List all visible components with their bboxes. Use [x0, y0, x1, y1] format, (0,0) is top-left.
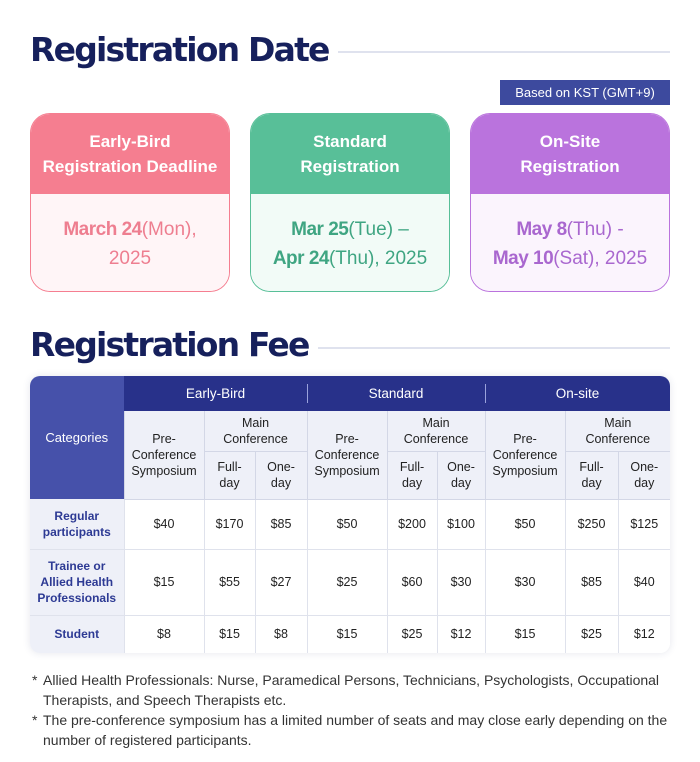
date-rest: (Tue) – [348, 218, 409, 240]
fee-cell: $50 [485, 499, 565, 549]
on-site-card [470, 113, 670, 292]
fee-cell: $40 [124, 499, 204, 549]
categories-header: Categories [30, 376, 124, 499]
row-category: Trainee or Allied Health Professionals [30, 549, 124, 615]
date-bold: March 24 [63, 218, 142, 240]
card-header [471, 114, 669, 194]
card-title-line2: Registration Deadline [42, 157, 218, 176]
group-standard: Standard [307, 376, 485, 411]
fee-cell: $170 [204, 499, 255, 549]
card-title-line2: Registration [520, 157, 620, 176]
fee-cell: $40 [618, 549, 670, 615]
fee-cell: $15 [124, 549, 204, 615]
card-title-line1: Standard [313, 132, 387, 151]
pre-conference-header: Pre- Conference Symposium [307, 411, 387, 499]
fee-cell: $25 [307, 549, 387, 615]
footnote [32, 710, 672, 750]
one-day-header: One- day [437, 451, 485, 499]
one-day-header: One- day [255, 451, 307, 499]
fee-cell: $125 [618, 499, 670, 549]
fee-cell: $85 [565, 549, 618, 615]
row-category: Regular participants [30, 499, 124, 549]
early-bird-card [30, 113, 230, 292]
card-header [31, 114, 229, 194]
card-title-line1: On-Site [539, 132, 601, 151]
fee-cell: $250 [565, 499, 618, 549]
fee-cell: $8 [124, 615, 204, 653]
footnote-text: Allied Health Professionals: Nurse, Paramedical Persons, Technicians, Psychologists, Occupational Therapists, and Speech Therapists etc. [43, 672, 660, 708]
one-day-header: One- day [618, 451, 670, 499]
pre-conference-header: Pre- Conference Symposium [485, 411, 565, 499]
footnotes [32, 670, 672, 750]
main-conference-header: Main Conference [387, 411, 485, 451]
main-conference-header: Main Conference [204, 411, 307, 451]
fee-cell: $15 [485, 615, 565, 653]
date-rest: (Thu) - [566, 218, 624, 240]
fee-cell: $8 [255, 615, 307, 653]
standard-card [250, 113, 450, 292]
fee-cell: $50 [307, 499, 387, 549]
fee-cell: $30 [437, 549, 485, 615]
main-conference-header: Main Conference [565, 411, 670, 451]
group-on-site: On-site [485, 376, 670, 411]
date-line2: 2025 [108, 247, 152, 269]
date2-rest: (Sat), 2025 [553, 247, 648, 269]
fee-cell: $15 [307, 615, 387, 653]
card-date [251, 194, 449, 292]
registration-date-title: Registration Date [30, 30, 329, 69]
fee-cell: $12 [437, 615, 485, 653]
fee-cell: $85 [255, 499, 307, 549]
fee-cell: $60 [387, 549, 437, 615]
footnote [32, 670, 672, 710]
fee-cell: $30 [485, 549, 565, 615]
table-row [30, 615, 670, 653]
date2-bold: May 10 [492, 247, 554, 269]
row-category: Student [30, 615, 124, 653]
card-date [471, 194, 669, 292]
fee-cell: $15 [204, 615, 255, 653]
fee-cell: $25 [387, 615, 437, 653]
date-bold: Mar 25 [291, 218, 349, 240]
card-date [31, 194, 229, 292]
timezone-badge: Based on KST (GMT+9) [500, 80, 670, 105]
footnote-marker: * [32, 672, 38, 688]
table-row [30, 499, 670, 549]
fee-cell: $100 [437, 499, 485, 549]
card-title-line1: Early-Bird [89, 132, 171, 151]
fee-cell: $27 [255, 549, 307, 615]
footnote-text: The pre-conference symposium has a limited number of seats and may close early depending on the number of registered participants. [43, 712, 668, 748]
full-day-header: Full- day [565, 451, 618, 499]
pre-conference-header: Pre- Conference Symposium [124, 411, 204, 499]
fee-table [30, 376, 670, 653]
title-divider [338, 51, 670, 53]
date-bold: May 8 [516, 218, 567, 240]
registration-fee-title: Registration Fee [30, 325, 309, 364]
footnote-marker: * [32, 712, 38, 728]
fee-cell: $12 [618, 615, 670, 653]
title-divider [318, 347, 670, 349]
date-rest: (Mon), [141, 218, 197, 240]
full-day-header: Full- day [204, 451, 255, 499]
table-row [30, 549, 670, 615]
card-title-line2: Registration [300, 157, 400, 176]
fee-cell: $55 [204, 549, 255, 615]
date2-rest: (Thu), 2025 [328, 247, 428, 269]
fee-cell: $25 [565, 615, 618, 653]
full-day-header: Full- day [387, 451, 437, 499]
card-header [251, 114, 449, 194]
date2-bold: Apr 24 [272, 247, 329, 269]
fee-cell: $200 [387, 499, 437, 549]
group-early-bird: Early-Bird [124, 376, 307, 411]
